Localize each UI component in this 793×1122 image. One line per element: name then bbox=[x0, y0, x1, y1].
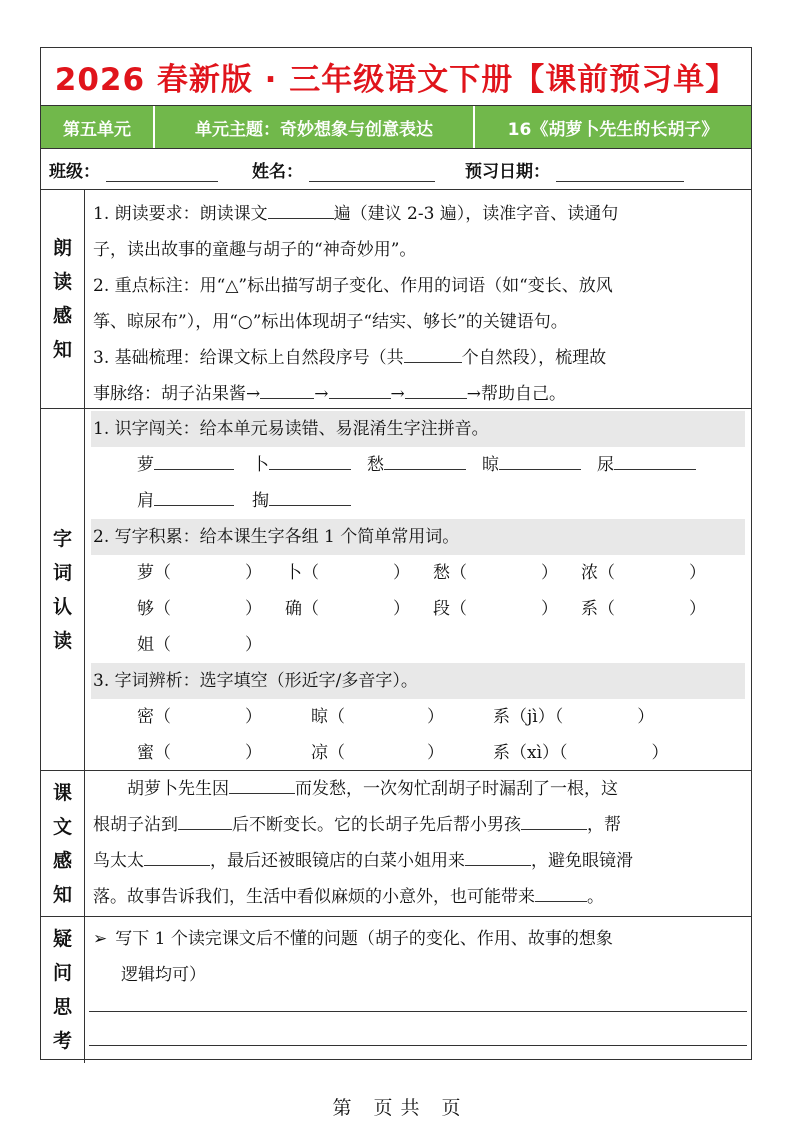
story-blank-5[interactable] bbox=[465, 843, 531, 866]
section-questions bbox=[41, 917, 751, 1063]
section-words-label: 字 词 认 读 bbox=[41, 409, 85, 770]
date-field[interactable] bbox=[556, 163, 684, 182]
section-words-body bbox=[85, 409, 751, 770]
worksheet-title: 2026 春新版 · 三年级语文下册【课前预习单】 bbox=[41, 48, 751, 106]
pinyin-row-2: 肩 掏 bbox=[93, 483, 743, 519]
story-blank-6[interactable] bbox=[535, 879, 587, 902]
paragraph-count-blank[interactable] bbox=[404, 340, 462, 363]
plot-blank-1[interactable] bbox=[260, 376, 314, 399]
answer-line-1[interactable] bbox=[89, 1011, 747, 1012]
words-row-1: 萝（ ） 卜（ ） 愁（ ） 浓（ ） bbox=[137, 563, 706, 583]
story-blank-3[interactable] bbox=[521, 807, 587, 830]
pinyin-blank[interactable] bbox=[269, 483, 351, 506]
page-footer: 第 页 共 页 bbox=[332, 1097, 461, 1119]
words-row-2: 够（ ） 确（ ） 段（ ） 系（ ） bbox=[137, 599, 706, 619]
pinyin-row-1: 萝 卜 愁 晾 尿 bbox=[93, 447, 743, 483]
discrimination-row-1: 密（ ） 晾（ ） 系（jì）（ ） bbox=[137, 707, 655, 727]
plot-blank-3[interactable] bbox=[405, 376, 467, 399]
discrimination-row-2: 蜜（ ） 凉（ ） 系（xì）（ ） bbox=[137, 743, 669, 763]
read-times-blank[interactable] bbox=[268, 196, 334, 219]
story-blank-4[interactable] bbox=[144, 843, 210, 866]
section-questions-label: 疑 问 思 考 bbox=[41, 917, 85, 1063]
answer-line-2[interactable] bbox=[89, 1045, 747, 1046]
pinyin-heading: 1. 识字闯关：给本单元易读错、易混淆生字注拼音。 bbox=[91, 411, 745, 447]
unit-bar bbox=[41, 106, 751, 149]
pinyin-blank[interactable] bbox=[499, 447, 581, 470]
worksheet bbox=[40, 47, 752, 1060]
section-words bbox=[41, 409, 751, 771]
date-label: 预习日期： bbox=[465, 161, 550, 182]
pinyin-blank[interactable] bbox=[614, 447, 696, 470]
discrimination-heading: 3. 字词辨析：选字填空（形近字/多音字）。 bbox=[91, 663, 745, 699]
bullet-arrow-icon: ➢ bbox=[93, 929, 108, 949]
words-heading: 2. 写字积累：给本课生字各组 1 个简单常用词。 bbox=[91, 519, 745, 555]
story-blank-1[interactable] bbox=[229, 771, 295, 794]
class-label: 班级： bbox=[49, 161, 100, 182]
section-reading bbox=[41, 190, 751, 409]
section-reading-body: 1. 朗读要求：朗读课文 遍（建议 2-3 遍），读准字音、读通句 子，读出故事的童趣与胡子的“神奇妙用”。 2. 重点标注：用“△”标出描写胡子变化、作用的词语（如“变长、放风 筝、晾尿布”），用“○”标出体现胡子“结实、够长”的关键语句。 3. 基础梳理：给课文标上自然段序号（共 个自然段），梳理故 事脉络：胡子沾果酱→ → → →帮助自己。 bbox=[85, 190, 751, 408]
pinyin-blank[interactable] bbox=[384, 447, 466, 470]
name-label: 姓名： bbox=[252, 161, 303, 182]
section-text bbox=[41, 771, 751, 917]
section-text-body: 胡萝卜先生因 而发愁，一次匆忙刮胡子时漏刮了一根，这 根胡子沾到 后不断变长。它的长胡子先后帮小男孩 ，帮 鸟太太 ，最后还被眼镜店的白菜小姐用来 ，避免眼镜滑 落。故事告诉我们，生活中看似麻烦的小意外，也可能带来 。 bbox=[85, 771, 751, 916]
class-field[interactable] bbox=[106, 163, 218, 182]
section-reading-label: 朗 读 感 知 bbox=[41, 190, 85, 408]
pinyin-blank[interactable] bbox=[154, 483, 234, 506]
plot-blank-2[interactable] bbox=[329, 376, 391, 399]
unit-theme: 单元主题：奇妙想象与创意表达 bbox=[155, 106, 475, 148]
words-row-3: 姐（ ） bbox=[137, 635, 262, 655]
story-blank-2[interactable] bbox=[178, 807, 232, 830]
student-info-row bbox=[41, 149, 751, 190]
pinyin-blank[interactable] bbox=[154, 447, 234, 470]
lesson-title: 16《胡萝卜先生的长胡子》 bbox=[507, 119, 719, 140]
section-text-label: 课 文 感 知 bbox=[41, 771, 85, 916]
unit-number: 第五单元 bbox=[41, 106, 155, 148]
pinyin-blank[interactable] bbox=[269, 447, 351, 470]
section-questions-body: ➢ 写下 1 个读完课文后不懂的问题（胡子的变化、作用、故事的想象 逻辑均可） bbox=[85, 917, 751, 1063]
name-field[interactable] bbox=[309, 163, 435, 182]
